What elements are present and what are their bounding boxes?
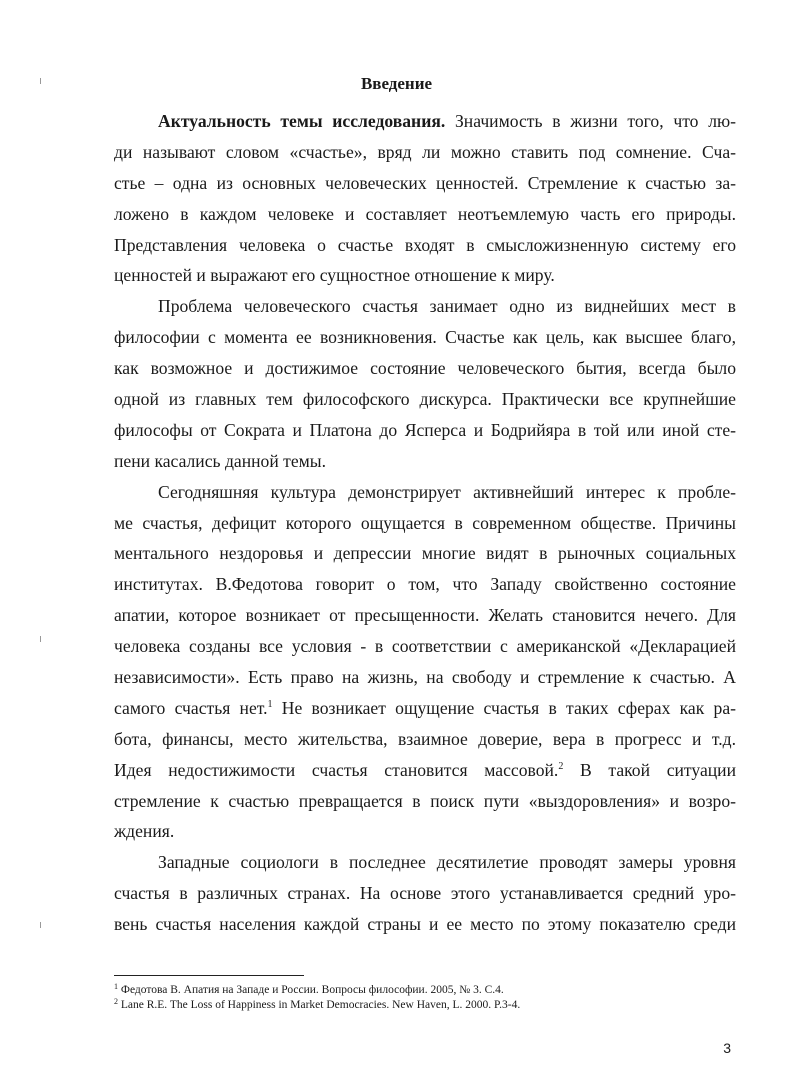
text-line: самого счастья нет.$^1$ Не возникает ощущение счастья в таких сферах как ра- [114, 697, 736, 718]
lead-heading: Актуальность темы исследования. [158, 111, 446, 131]
text-line: человека созданы все условия - в соответствии с американской «Декларацией [114, 636, 736, 657]
text-line: как возможное и достижимое состояние человеческого бытия, всегда было [114, 358, 736, 379]
body-text [114, 106, 736, 940]
text-line: счастья в различных странах. На основе этого устанавливается средний уро- [114, 883, 736, 904]
text-line: Западные социологи в последнее десятилетие проводят замеры уровня [158, 852, 736, 873]
text-line: Представления человека о счастье входят в смысложизненную систему его [114, 234, 736, 255]
footnote-ref: 2 [558, 760, 564, 772]
text-line: ди называют словом «счастье», вряд ли можно ставить под сомнение. Сча- [114, 141, 736, 162]
footnotes [114, 983, 736, 1013]
text-line: ме счастья, дефицит которого ощущается в современном обществе. Причины [114, 512, 736, 533]
margin-mark [40, 636, 41, 642]
text-line: ложено в каждом человеке и составляет неотъемлемую часть его природы. [114, 203, 736, 224]
text-line: ценностей и выражают его сущностное отношение к миру. [114, 265, 555, 286]
text-line: Проблема человеческого счастья занимает одно из виднейших мест в [158, 296, 736, 317]
text-line: Идея недостижимости счастья становится массовой.$^2$ В такой ситуации [114, 759, 737, 780]
text-line: независимости». Есть право на жизнь, на свободу и стремление к счастью. А [114, 667, 736, 688]
text-line: ждения. [114, 821, 175, 842]
page-title: Введение [360, 74, 433, 93]
text-line: философы от Сократа и Платона до Ясперса и Бодрийяра в той или иной сте- [114, 419, 736, 440]
text-line: институтах. В.Федотова говорит о том, что Западу свойственно состояние [114, 574, 736, 595]
text-line: стремление к счастью превращается в поиск пути «выздоровления» и возро- [114, 790, 736, 811]
margin-mark [40, 922, 41, 928]
text-line: Актуальность темы исследования. Значимость в жизни того, что лю- [158, 111, 736, 131]
footnote: $^2$ Lane R.E. The Loss of Happiness in Market Democracies. New Haven, L. 2000. P.3-4. [114, 997, 521, 1011]
text-line: одной из главных тем философского дискурса. Практически все крупнейшие [114, 389, 736, 410]
text-line: Сегодняшняя культура демонстрирует активнейший интерес к пробле- [158, 481, 736, 502]
footnote: $^1$ Федотова В. Апатия на Западе и России. Вопросы философии. 2005, № 3. С.4. [114, 982, 504, 996]
text-line: вень счастья населения каждой страны и ее место по этому показателю среди [114, 914, 736, 935]
text-line: ментального нездоровья и депрессии многие видят в рыночных социальных [114, 543, 736, 564]
footnote-divider [114, 975, 304, 976]
text-line: бота, финансы, место жительства, взаимное доверие, вера в прогресс и т.д. [114, 728, 736, 749]
text-line: стье – одна из основных человеческих ценностей. Стремление к счастью за- [114, 172, 736, 193]
text-line: пени касались данной темы. [114, 450, 327, 471]
text-line: апатии, которое возникает от пресыщенности. Желать становится нечего. Для [114, 605, 736, 626]
text-line: философии с момента ее возникновения. Счастье как цель, как высшее благо, [114, 327, 736, 348]
footnote-ref: 1 [267, 698, 273, 710]
page-number: 3 [723, 1040, 731, 1056]
